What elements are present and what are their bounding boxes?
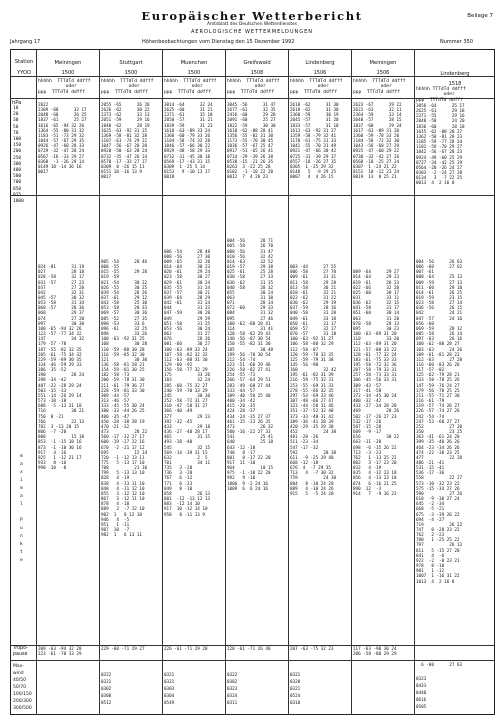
column-header: hhhhh TTTdTd ddfff oder ppp TTTdTd ddfff xyxy=(38,79,91,95)
maxwind-block: 0322 0321 0302 0300 0512 xyxy=(101,673,112,706)
maxwind-block: 0322 0302 0323 0324 0311 xyxy=(227,673,238,706)
column-header: hhhhh TTTdTd ddfff oder ppp TTTdTd ddfff xyxy=(353,79,406,95)
station-name: Lindenberg xyxy=(305,60,335,66)
standard-levels-block: 2055 -65 26 28 2626 -62 30 22 2373 -62 33 13 2051 -59 29 16 1840 -62 28 19 1625 -63 -92 31 25 1369 -58 -81 32 28 1187 -61 -74 29 22 1047 -56 -67 28 20 0928 -50 -63 28 24 0732 -35 -47 26 24 0570 -17 -32 27 17 0309 0 -26 15 11 0151 10 -16 13 9 0017 xyxy=(101,103,150,181)
column-header: hhhhh TTTdTd ddfff oder ppp TTTdTd ddfff xyxy=(101,79,154,95)
column-divider xyxy=(99,49,100,715)
significant-levels-block: 009 -64 29 27 014 -64 29 23 019 -61 28 23 022 -66 32 20 025 -60 30 17 031 33 11 036 -62 32 15 041 -58 31 17 051 -60 30 14 063 31 20 070 -58 28 13 095 30 23 100 -63 -89 31 20 110 33 20 112 -63 -89 31 20 121 -57 -80 33 22 128 -61 -77 32 24 183 -61 -75 33 33 195 -58 -72 32 36 207 -58 -79 33 31 257 -58 -73 33 31 306 -45 -56 33 31 309 -43 -57 317 -41 -58 372 -34 -45 30 24 400 -32 -42 433 -27 -34 28 28 469 28 26 502 -17 -26 27 23 532 -17 -26 567 -15 -28 609 -9 -17 656 30 22 663 -11 -28 698 -6 -15 26 22 713 -3 -23 762 1 -13 25 22 802 3 -17 23 20 832 4 -19 835 4 -12 23 18 856 4 -13 23 18 874 6 -16 21 25 890 12 -3 914 7 -9 16 23 xyxy=(353,270,400,497)
jahrgang: Jahrgang 17 xyxy=(10,39,41,45)
station-yyoo: 1508 xyxy=(250,70,264,76)
report-heading: AEROLOGISCHE WETTERMELDUNGEN xyxy=(190,29,314,35)
section-divider xyxy=(10,660,495,661)
significant-levels-label: m a x i m a l P u n k t e xyxy=(20,454,23,563)
station-yyoo: 1500 xyxy=(124,70,138,76)
significant-levels-block: 006 -54 28 48 008 -56 27 30 009 -65 32 20 014 -64 30 23 020 -61 29 24 023 -58 30 27 029 -61 30 24 035 -55 31 24 037 -57 30 21 039 -64 28 29 042 -61 31 24 044 31 23 047 -59 30 28 049 29 29 051 -58 31 25 053 -56 30 24 062 31 27 076 28 26 081 -60 30 27 100 -63 -89 33 24 107 -58 -82 32 32 112 -63 -88 31 30 129 -60 -92 156 -58 -77 32 29 175 33 26 183 32 24 205 -60 -75 32 27 240 -59 -70 33 29 245 30 30 252 -58 -72 31 27 310 -47 -58 31 27 366 -40 -49 377 29 23 392 -32 -45 433 29 18 436 -27 -40 28 17 465 31 15 493 -18 -40 545 32 15 569 -14 -39 31 15 632 2 5 701 34 11 735 3 -28 736 3 -28 767 6 -12 771 6 -23 849 8 -10 858 26 13 881 -12 -13 12 13 883 -12 14 10 917 10 -12 14 10 958 8 -11 13 9 xyxy=(164,249,211,518)
maxwind-block: 0321 0320 0321 0524 0310 xyxy=(290,673,301,706)
station-name: Stuttgart xyxy=(119,60,143,66)
column-divider xyxy=(414,49,415,715)
standard-levels-block: 2822 2389 -60 32 17 2048 -60 26 25 1837 -61 25 27 1616 -65 -94 32 26 1364 -55 -80 31 32 1183 -51 -73 29 32 1044 -57 -67 29 35 0926 -47 -60 28 33 0729 -32 -47 28 24 0567 -16 -33 29 27 0368 -1 -26 29 14 0149 10 -14 36 16 0017 xyxy=(38,103,87,176)
significant-levels-block: 003 -44 27 55 006 -58 27 70 009 -61 31 31 011 -58 29 28 013 -58 30 21 018 -61 32 21 022 -62 31 22 030 -62 29 19 037 -59 28 16 040 -58 31 20 049 -61 33 18 050 -61 31 17 058 -57 32 17 070 -57 31 18 100 -63 -92 31 27 106 -58 -88 32 29 112 -58 -87 120 -59 -78 32 35 125 -59 -79 31 38 145 -56 -90 160 32 42 195 -61 -82 31 39 216 -59 -75 32 31 253 -55 -69 31 33 278 -55 -66 32 35 297 -54 -69 33 46 307 -48 -66 27 47 323 -44 -58 31 46 351 -37 -52 32 48 373 -33 -48 31 42 389 -36 -41 28 39 420 -29 -35 29 38 452 24 38 481 -20 -26 511 -23 -34 547 -17 -32 592 28 38 611 -9 -25 29 40 668 -12 -18 676 4 -7 29 35 713 4 -7 30 32 759 24 30 884 8 -10 24 28 889 4 -10 24 26 915 5 -5 24 20 xyxy=(290,265,337,497)
tropopause-block: 117 -63 -90 30 24 206 -58 -80 29 29 xyxy=(353,647,397,658)
column-header: hhhhh TTTdTd ddfff oder ppp TTTdTd ddfff xyxy=(227,79,280,95)
column-divider xyxy=(288,49,289,715)
station-yyoo: 1506 xyxy=(313,70,327,76)
tropopause-block: 220 -61 -71 26 48 xyxy=(227,647,271,652)
standard-levels-block: 3056 -64 25 17 2625 -61 29 18 2371 -55 29 16 2048 -58 24 20 1836 -60 28 18 1615 -62 -88 28 27 1362 -58 -81 28 23 1185 -59 -77 28 24 1181 -59 -70 29 27 1042 -56 -67 28 23 0924 -49 -60 25 29 0727 -34 -42 25 29 0564 -20 -26 24 27 0303 -2 -24 27 28 0134 3 -7 22 25 0013 4 2 16 8 xyxy=(416,104,465,187)
column-divider xyxy=(36,49,37,715)
column-divider xyxy=(225,49,226,715)
section-divider xyxy=(10,645,495,646)
station-name: Meiningen xyxy=(369,60,397,66)
report-title: Europäischer Wetterbericht xyxy=(141,9,363,23)
significant-levels-block: 004 -56 28 71 005 -58 26 70 008 -56 31 47 010 -56 32 42 014 -63 32 52 019 -57 29 38 025 -61 25 28 030 -58 27 33 036 -62 31 35 040 -58 28 32 055 30 24 063 31 30 071 28 34 072 -60 29 33 084 31 32 095 27 46 100 -62 -88 28 41 114 31 41 120 -58 -82 29 43 140 -56 -87 30 54 150 -55 -82 31 30 185 30 48 199 -56 -70 30 54 212 -54 -74 223 -51 -60 29 46 226 -58 -82 27 41 254 -55 -73 266 -57 -64 29 51 283 -49 -68 27 44 333 -44 -57 389 -40 -50 25 40 400 -34 -42 415 -20 -35 424 -28 -37 434 -24 -35 27 37 461 -15 -23 26 35 473 26 32 500 -16 -22 27 33 541 25 41 640 25 18 643 -12 -18 748 8 -17 801 8 -17 22 20 917 11 -10 964 10 15 975 -1 -10 22 20 992 9 -10 1006 9 -2 24 16 1009 6 6 24 16 xyxy=(227,239,274,492)
hpa-label: hPa xyxy=(12,100,22,106)
station-yyoo: 1500 xyxy=(61,70,75,76)
tropopause-block: 229 -60 -71 29 27 xyxy=(101,647,145,652)
beilage-label: Beilage 7 xyxy=(467,13,493,19)
standard-levels-block: 3045 -56 31 47 2677 -61 32 35 2416 -60 29 28 2091 -60 25 27 1822 -59 30 30 1610 -62 -88 28 41 1356 -55 -82 31 30 1173 -55 -70 30 45 1036 -57 -67 25 47 0917 -51 -65 26 41 0714 -29 -39 26 38 0538 -15 -21 26 35 0263 3 -22 25 28 0102 -1 -10 22 20 0012 7 4 26 23 xyxy=(227,103,276,181)
column-divider xyxy=(162,49,163,715)
issue-number: Nummer 350 xyxy=(440,39,473,45)
pressure-levels: 10 20 30 50 70 100 150 200 250 300 400 500 700 850 925 1000 xyxy=(13,106,24,205)
significant-levels-block: 024 -81 31 19 027 28 18 028 -58 32 17 031 -57 27 23 037 27 28 042 32 31 045 -57 30 32 053 -58 31 34 060 -57 28 36 068 29 37 074 27 20 097 30 30 100 -65 -94 32 26 123 -57 -77 34 32 147 34 32 179 -57 -78 187 -55 -82 32 35 205 -61 -75 34 32 229 -59 -89 30 35 334 -46 -59 29 33 386 -35 -52 390 28 24 398 -34 -42 407 -22 -28 29 24 503 -15 -33 551 -14 -26 29 14 573 -10 -18 688 -5 -13 31 18 716 30 21 750 0 -21 766 22 13 782 3 -13 20 15 806 -7 -20 808 15 18 853 -1 -15 18 16 873 -1 -10 30 16 917 4 -16 925 1 -12 21 17 933 8 -16 990 10 -8 xyxy=(38,265,85,472)
column-header: hhhhh TTTdTd ddfff oder ppp TTTdTd ddfff xyxy=(164,79,217,95)
significant-levels-block: 004 -56 26 63 006 -60 27 62 007 -61 008 -64 25 13 009 -59 27 13 011 -60 29 18 014 -61 26 25 019 -59 23 15 023 -58 27 14 036 -56 26 15 042 24 21 047 -57 24 16 056 -60 069 -59 28 12 085 -58 26 14 097 -63 26 16 100 -62 -88 28 27 103 -63 24 26 109 -61 -81 28 23 112 -63 27 28 116 -60 -83 26 26 117 -57 -82 125 -62 -79 28 21 133 -58 -78 25 26 147 -59 -76 24 27 179 -56 -78 25 25 211 -55 -71 27 30 216 -61 -79 219 -57 -74 26 27 226 -57 -74 27 26 242 -54 -74 247 -53 -60 27 27 252 27 20 350 23 25 363 -41 -61 24 28 399 -35 -40 26 26 464 -23 -34 26 26 474 -22 -38 23 25 477 22 28 486 -21 -41 531 -15 -41 536 -17 -36 558 22 27 573 -10 -32 23 22 575 -15 -34 27 26 590 27 26 618 -9 -30 27 24 645 -2 -34 668 -5 -21 675 -3 -39 26 22 694 -4 -27 719 26 22 747 0 -28 23 22 762 2 -23 780 1 -25 25 22 797 26 13 811 5 -15 27 28 841 4 -6 922 -2 -8 23 21 978 8 -10 981 1 -12 1007 1 -16 31 22 1013 4 2 16 8 xyxy=(416,259,463,585)
station-name: Greifswald xyxy=(243,60,271,66)
standard-levels-block: 2623 -67 29 22 2622 -63 32 11 2364 -59 33 14 2048 -57 28 15 1837 -60 29 24 1617 -63 -89 31 20 1360 -59 -78 33 20 1184 -58 -72 32 30 1043 -56 -68 27 29 0925 -47 -60 29 22 0730 -32 -42 27 26 0568 -18 -25 27 24 0307 1 -24 21 22 0151 10 -12 23 24 0019 13 0 25 21 xyxy=(353,103,402,181)
station-yyoo: 1506 xyxy=(376,70,390,76)
standard-levels-block: 3014 -64 32 24 2625 -60 31 21 2371 -61 35 18 2050 -57 31 21 1839 -59 31 23 1618 -63 -89 33 24 1360 -60 -79 33 26 1184 -58 -74 32 28 1046 -57 -66 30 22 0929 -48 -58 29 33 0732 -31 -45 30 18 0569 -17 -43 31 15 0309 1 -25 5 14 0153 9 -10 13 17 0018 xyxy=(164,103,213,181)
standard-levels-block: 2618 -62 31 30 2619 -62 31 30 2360 -59 30 19 2045 -57 31 20 1833 -57 31 18 1613 -63 -92 31 27 1359 -58 -79 32 41 1178 -61 -75 31 33 1041 -55 -70 31 49 0921 -47 -66 30 42 0725 -31 -39 29 37 0557 -18 -26 27 35 0305 1 -25 29 32 0148 5 -9 29 25 0007 4 4 26 15 xyxy=(290,103,339,181)
maxwind-label: Max- wind 40/50 50/70 100/150 200/300 300/500 xyxy=(13,664,32,711)
station-name: Meiningen xyxy=(54,60,82,66)
observation-date: Höhenbeobachtungen vom Dienstag den 15 Dezember 1992 xyxy=(142,39,295,45)
yyoo-label: YYOO xyxy=(17,70,31,76)
station-label: Station xyxy=(14,59,34,65)
station-name: Muenchen xyxy=(180,60,208,66)
section-divider xyxy=(10,195,495,196)
maxwind-block: 0321 0321 0303 0304 0549 xyxy=(164,673,175,706)
maxwind-block: 6 -60 27 63 0323 0433 0440 0616 0505 xyxy=(416,663,463,710)
station-yyoo: 1500 xyxy=(187,70,201,76)
column-divider xyxy=(351,49,352,715)
column-header: hhhhh TTTdTd ddfff oder ppp TTTdTd ddfff xyxy=(290,79,343,95)
significant-levels-block: 005 -54 28 46 008 -55 015 -55 29 28 019 -59 021 -54 30 22 026 -55 30 25 039 -54 28 26 037 -61 29 12 043 -58 25 30 053 -58 28 33 069 -57 30 36 085 -52 27 35 090 -53 33 6 096 -61 32 25 098 33 26 100 -63 -92 31 25 108 30 28 110 -59 -88 30 28 116 -59 -85 32 30 121 30 30 136 -58 -81 28 21 154 -59 -81 30 25 182 -58 -73 200 -59 -78 31 30 211 -61 -79 36 27 228 -59 -81 33 30 309 -44 -57 313 -46 -57 333 -45 -55 30 24 388 -33 -44 26 25 400 -35 -47 450 -28 -38 28 19 470 -21 -32 473 28 22 560 -17 -32 27 17 600 -19 -27 22 16 670 -2 -21 17 12 695 15 14 720 -1 -12 13 11 775 5 -13 17 10 788 21 10 799 5 -13 13 10 828 4 -19 838 4 -13 11 10 848 4 -11 12 10 855 3 -12 12 10 867 3 -12 11 10 878 4 -10 889 2 -7 12 10 902 1 8 12 10 946 4 -5 951 1 -11 987 10 -7 982 1 6 13 11 xyxy=(101,259,148,539)
report-subtitle: Amtsblatt des Deutschen Wetterdienstes xyxy=(206,22,298,27)
tropopause-label: Tropo- pause xyxy=(13,646,28,657)
column-header: hhhhh TTTdTd ddfff oder ppp TTTdTd ddfff xyxy=(416,87,466,103)
tropopause-block: 226 -61 -71 29 28 xyxy=(164,647,208,652)
station-name: Lindenberg xyxy=(440,71,470,77)
station-yyoo: 1518 xyxy=(448,81,462,87)
tropopause-block: 207 -63 -75 32 23 xyxy=(290,647,334,652)
tropopause-block: 209 -63 -94 32 28 223 -61 -70 33 29 xyxy=(38,647,82,658)
